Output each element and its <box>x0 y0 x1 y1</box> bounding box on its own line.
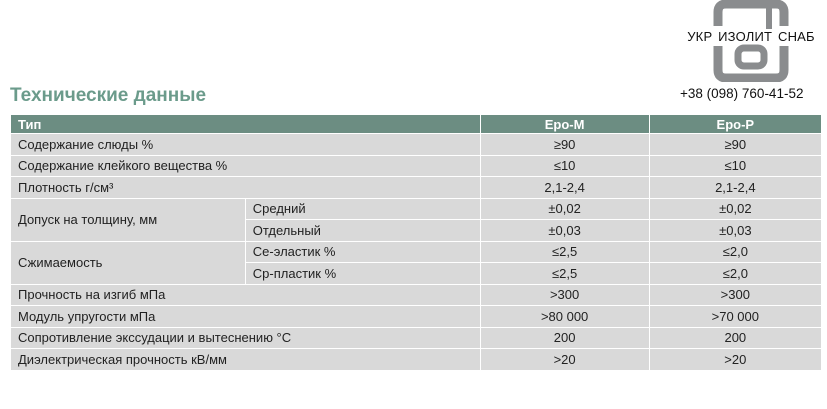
sub-row-label: Се-эластик % <box>245 241 480 263</box>
cell-epo-p: 2,1-2,4 <box>649 177 821 199</box>
phone-number: +38 (098) 760-41-52 <box>680 86 804 101</box>
table-row <box>11 306 822 328</box>
cell-epo-p: >20 <box>649 349 821 371</box>
cell-epo-m: ≤2,5 <box>480 263 649 285</box>
cell-epo-p: ±0,02 <box>649 198 821 220</box>
row-label: Содержание клейкого вещества % <box>11 155 481 177</box>
header-type: Тип <box>11 115 481 134</box>
cell-epo-m: >80 000 <box>480 306 649 328</box>
company-logo <box>676 0 826 82</box>
cell-epo-p: ≥90 <box>649 134 821 156</box>
cell-epo-p: ≤10 <box>649 155 821 177</box>
table-row <box>11 177 822 199</box>
row-label: Диэлектрическая прочность кВ/мм <box>11 349 481 371</box>
logo-wordmark: УКР ИЗОЛИТ СНАБ <box>687 29 815 44</box>
sub-row-label: Средний <box>245 198 480 220</box>
cell-epo-m: ≥90 <box>480 134 649 156</box>
row-label: Сжимаемость <box>11 241 246 284</box>
sub-row-label: Отдельный <box>245 220 480 242</box>
table-row <box>11 155 822 177</box>
cell-epo-m: ±0,03 <box>480 220 649 242</box>
cell-epo-p: 200 <box>649 327 821 349</box>
row-label: Содержание слюды % <box>11 134 481 156</box>
row-label: Плотность г/см³ <box>11 177 481 199</box>
sub-row-label: Ср-пластик % <box>245 263 480 285</box>
row-label: Допуск на толщину, мм <box>11 198 246 241</box>
spec-table <box>10 114 822 371</box>
page-title: Технические данные <box>10 85 207 106</box>
table-row <box>11 284 822 306</box>
row-label: Модуль упругости мПа <box>11 306 481 328</box>
cell-epo-m: >20 <box>480 349 649 371</box>
table-row <box>11 349 822 371</box>
cell-epo-m: 2,1-2,4 <box>480 177 649 199</box>
cell-epo-p: ±0,03 <box>649 220 821 242</box>
cell-epo-m: ≤10 <box>480 155 649 177</box>
table-row <box>11 134 822 156</box>
cell-epo-m: ≤2,5 <box>480 241 649 263</box>
cell-epo-p: >70 000 <box>649 306 821 328</box>
table-row <box>11 241 822 263</box>
row-label: Прочность на изгиб мПа <box>11 284 481 306</box>
table-row <box>11 198 822 220</box>
row-label: Сопротивление экссудации и вытеснению °С <box>11 327 481 349</box>
header-epo-p: Epo-P <box>649 115 821 134</box>
cell-epo-p: >300 <box>649 284 821 306</box>
cell-epo-p: ≤2,0 <box>649 263 821 285</box>
cell-epo-m: ±0,02 <box>480 198 649 220</box>
cell-epo-p: ≤2,0 <box>649 241 821 263</box>
cell-epo-m: 200 <box>480 327 649 349</box>
table-header-row <box>11 115 822 134</box>
table-row <box>11 327 822 349</box>
cell-epo-m: >300 <box>480 284 649 306</box>
header-epo-m: Epo-M <box>480 115 649 134</box>
